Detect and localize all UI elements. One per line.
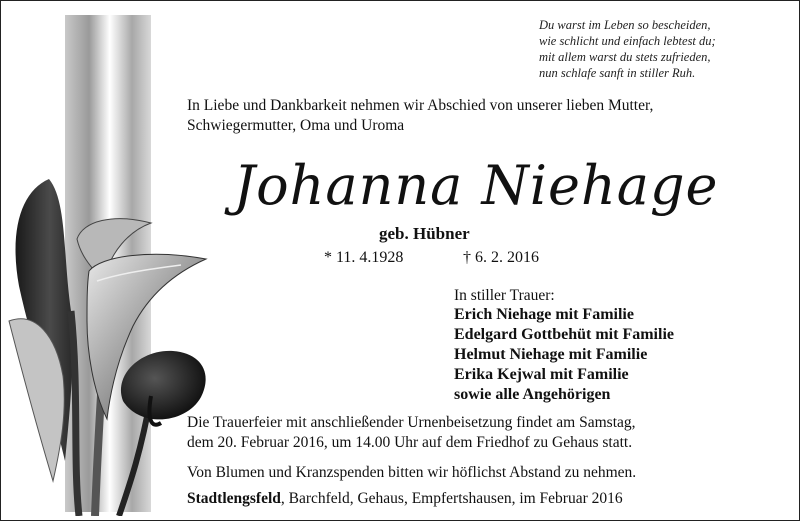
intro-line: In Liebe und Dankbarkeit nehmen wir Abschied von unserer lieben Mutter, [187,97,654,114]
maiden-name: geb. Hübner [379,224,470,243]
flowers-note: Von Blumen und Kranzspenden bitten wir höflichst Abstand zu nehmen. [187,464,637,481]
poem [539,17,789,81]
farewell-intro [187,96,653,136]
mourner-entry: Erich Niehage mit Familie [454,306,634,323]
calla-lily-illustration [1,161,216,516]
mourner-entry: Edelgard Gottbehüt mit Familie [454,326,674,343]
intro-line: Schwiegermutter, Oma und Uroma [187,117,405,134]
mourner-entry: Helmut Niehage mit Familie [454,346,648,363]
poem-line: nun schlafe sanft in stiller Ruh. [539,66,696,80]
funeral-line: dem 20. Februar 2016, um 14.00 Uhr auf dem Friedhof zu Gehaus statt. [187,434,633,451]
funeral-details [187,413,636,453]
birth-date: * 11. 4.1928 [324,249,404,266]
funeral-line: Die Trauerfeier mit anschließender Urnenbeisetzung findet am Samstag, [187,414,636,431]
poem-line: Du warst im Leben so bescheiden, [539,18,711,32]
poem-line: mit allem warst du stets zufrieden, [539,50,711,64]
deceased-name: Johanna Niehage [233,154,719,217]
death-date: † 6. 2. 2016 [463,249,539,266]
mourners-list [454,305,674,405]
mourner-entry: Erika Kejwal mit Familie [454,366,629,383]
town-name: Stadtlengsfeld [187,490,281,507]
place-and-date [187,489,623,509]
place-rest: , Barchfeld, Gehaus, Empfertshausen, im Februar 2016 [280,490,623,507]
poem-line: wie schlicht und einfach lebtest du; [539,34,716,48]
mourners-intro: In stiller Trauer: [454,287,555,304]
mourner-entry: sowie alle Angehörigen [454,386,611,403]
